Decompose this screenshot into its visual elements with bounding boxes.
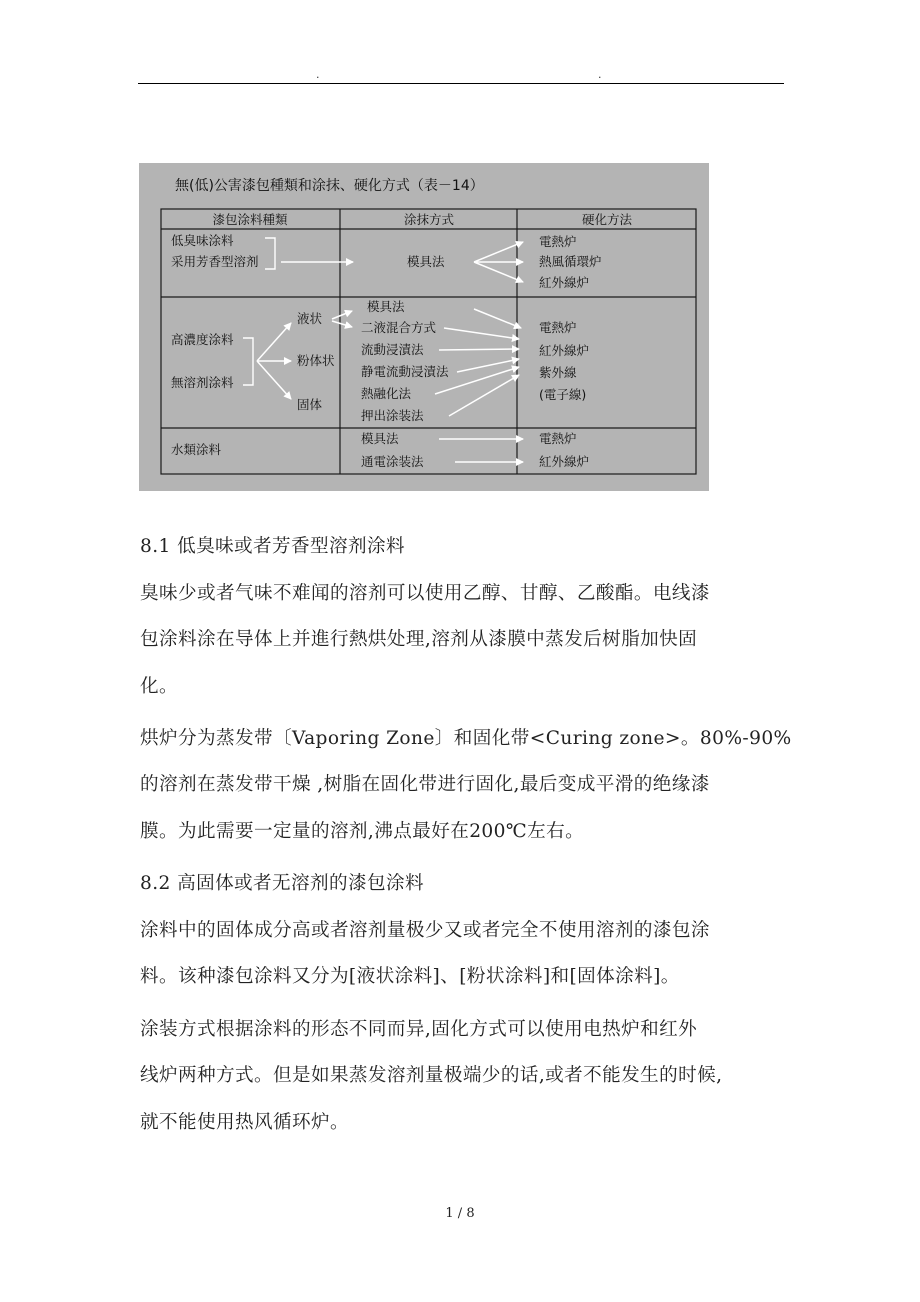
paragraph-line: 烘炉分为蒸发带〔Vaporing Zone〕和固化带<Curing zone>。80%-90% bbox=[140, 728, 792, 749]
row3-cure-arrows bbox=[439, 439, 523, 462]
header-rule bbox=[138, 83, 784, 84]
row1-type-1: 低臭味涂料 bbox=[171, 233, 234, 248]
row2-method-4: 静電流動浸漬法 bbox=[361, 364, 449, 379]
row2-method-3: 流動浸漬法 bbox=[361, 342, 424, 357]
row3-method-2: 通電涂装法 bbox=[361, 454, 424, 469]
row1-cure-1: 電熱炉 bbox=[539, 234, 577, 249]
row2-cure-4: (電子線) bbox=[539, 387, 587, 402]
paragraph-line: 线炉两种方式。但是如果蒸发溶剂量极端少的话,或者不能发生的时候, bbox=[140, 1065, 723, 1086]
paragraph-line: 膜。为此需要一定量的溶剂,沸点最好在200℃左右。 bbox=[140, 821, 585, 842]
row2-cure-2: 紅外線炉 bbox=[539, 343, 590, 358]
row2-cure-3: 紫外線 bbox=[539, 365, 577, 380]
figure-title: 無(低)公害漆包種類和涂抹、硬化方式（表－14） bbox=[175, 178, 484, 194]
table-figure-svg bbox=[139, 163, 709, 491]
paragraph-line: 化。 bbox=[140, 676, 178, 697]
section-heading-8-1: 8.1 低臭味或者芳香型溶剂涂料 bbox=[140, 536, 406, 557]
row1-cure-arrows bbox=[474, 242, 523, 282]
page-number: 1 / 8 bbox=[445, 1206, 475, 1221]
paragraph-line: 涂料中的固体成分高或者溶剂量极少又或者完全不使用溶剂的漆包涂 bbox=[140, 920, 710, 941]
row3-cure-2: 紅外線炉 bbox=[539, 454, 590, 469]
row2-cure-1: 電熱炉 bbox=[539, 320, 577, 335]
row1-method: 模具法 bbox=[407, 254, 445, 269]
row3-cure-1: 電熱炉 bbox=[539, 431, 577, 446]
row1-cure-3: 紅外線炉 bbox=[539, 275, 590, 290]
row3-type: 水類涂料 bbox=[171, 442, 222, 457]
row2-type-1: 高濃度涂料 bbox=[171, 332, 234, 347]
row2-form-2: 粉体状 bbox=[297, 353, 335, 368]
paragraph-line: 就不能使用热风循环炉。 bbox=[140, 1112, 349, 1133]
row2-liquid-arrows bbox=[332, 311, 352, 327]
row2-method-2: 二液混合方式 bbox=[361, 320, 437, 335]
row2-cure-arrows bbox=[435, 309, 521, 416]
row2-form-3: 固体 bbox=[297, 397, 323, 412]
col-header-cure: 硬化方法 bbox=[581, 212, 633, 227]
paragraph-line: 包涂料涂在导体上并進行熱烘处理,溶剂从漆膜中蒸发后树脂加快固 bbox=[140, 629, 698, 650]
paragraph-line: 的溶剂在蒸发带干燥 ,树脂在固化带进行固化,最后变成平滑的绝缘漆 bbox=[140, 774, 710, 795]
table-figure bbox=[139, 163, 709, 491]
row2-bracket bbox=[243, 338, 253, 385]
row3-method-1: 模具法 bbox=[361, 431, 399, 446]
col-header-method: 涂抹方式 bbox=[403, 212, 455, 227]
row2-type-2: 無溶剂涂料 bbox=[171, 375, 234, 390]
section-heading-8-2: 8.2 高固体或者无溶剂的漆包涂料 bbox=[140, 873, 424, 894]
row2-method-1: 模具法 bbox=[367, 299, 405, 314]
row1-bracket bbox=[265, 238, 275, 269]
row2-form-arrows bbox=[257, 323, 291, 399]
row1-type-2: 采用芳香型溶剂 bbox=[171, 254, 259, 269]
paragraph-line: 料。该种漆包涂料又分为[液状涂料]、[粉状涂料]和[固体涂料]。 bbox=[140, 966, 680, 987]
paragraph-line: 涂装方式根据涂料的形态不同而异,固化方式可以使用电热炉和红外 bbox=[140, 1019, 698, 1040]
table-grid bbox=[161, 209, 696, 474]
col-header-type: 漆包涂料種類 bbox=[212, 212, 288, 227]
header-dot-right: . bbox=[598, 68, 602, 81]
row2-method-5: 熱融化法 bbox=[361, 386, 412, 401]
paragraph-line: 臭味少或者气味不难闻的溶剂可以使用乙醇、甘醇、乙酸酯。电线漆 bbox=[140, 583, 710, 604]
row2-method-6: 押出涂装法 bbox=[361, 408, 424, 423]
row1-cure-2: 熱風循環炉 bbox=[539, 254, 602, 269]
header-dot-left: . bbox=[316, 68, 320, 81]
row2-form-1: 液状 bbox=[297, 311, 323, 326]
